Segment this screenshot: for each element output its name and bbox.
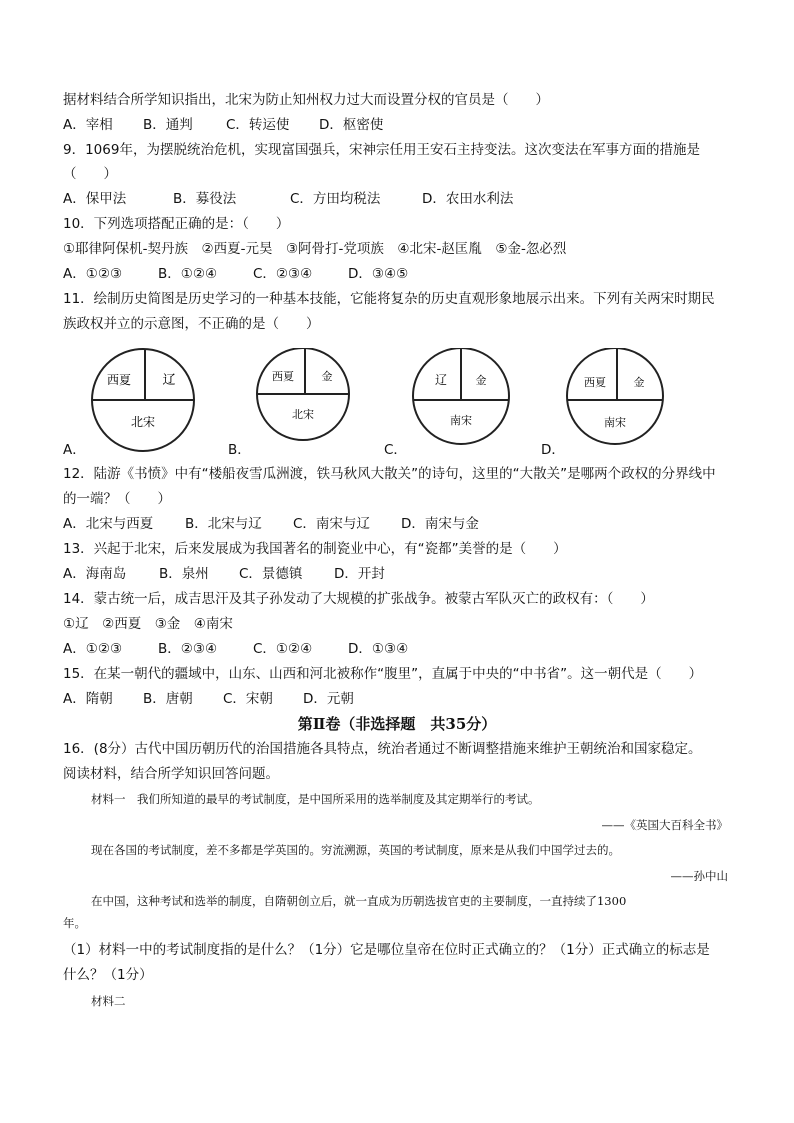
q15-options <box>63 690 354 708</box>
q11-letter-b: B． <box>228 442 251 458</box>
q13-option-b[interactable]: B．泉州 <box>159 566 209 582</box>
material3-text-line2: 年。 <box>63 916 86 930</box>
q10-options <box>63 265 408 283</box>
q9-stem-line1: 9．1069年，为摆脱统治危机，实现富国强兵，宋神宗任用王安石主持变法。这次变法在军事方面的措施是 <box>63 142 700 158</box>
q11-stem-line1: 11．绘制历史简图是历史学习的一种基本技能，它能将复杂的历史直观形象地展示出来。下列有关两宋时期民 <box>63 291 715 307</box>
q12-options <box>63 515 479 533</box>
q10-items: ①耶律阿保机-契丹族 ②西夏-元昊 ③阿骨打-党项族 ④北宋-赵匡胤 ⑤金-忽必烈 <box>63 241 567 257</box>
material2-text: 现在各国的考试制度，差不多都是学英国的。穷流溯源，英国的考试制度，原来是从我们中国学过去的。 <box>91 843 620 857</box>
q10-option-a[interactable]: A．①②③ <box>63 266 123 282</box>
q16-stem-line2: 阅读材料，结合所学知识回答问题。 <box>63 766 279 782</box>
q11-d-top-right: 金 <box>633 376 645 389</box>
q14-items: ①辽 ②西夏 ③金 ④南宋 <box>63 616 233 632</box>
q13-stem: 13．兴起于北宋，后来发展成为我国著名的制瓷业中心，有“瓷都”美誉的是（ ） <box>63 541 567 557</box>
material3-text-line1: 在中国，这种考试和选举的制度，自隋朝创立后，就一直成为历朝选拔官吏的主要制度，一直持续了1300 <box>91 894 627 908</box>
q9-stem-line2: （ ） <box>63 166 117 182</box>
q10-option-d[interactable]: D．③④⑤ <box>348 266 409 282</box>
q11-a-top-right: 辽 <box>162 373 176 388</box>
q14-options <box>63 640 408 658</box>
q15-stem: 15．在某一朝代的疆域中，山东、山西和河北被称作“腹里”，直属于中央的“中书省”。这一朝代是（ ） <box>63 666 703 682</box>
q9-option-c[interactable]: C．方田均税法 <box>290 191 381 207</box>
q11-diagram-c[interactable] <box>413 348 509 444</box>
sub-question-1-line1: （1）材料一中的考试制度指的是什么？（1分）它是哪位皇帝在位时正式确立的？（1分）正式确立的标志是 <box>63 942 710 958</box>
q16-stem-line1: 16．(8分）古代中国历朝历代的治国措施各具特点，统治者通过不断调整措施来维护王朝统治和国家稳定。 <box>63 741 702 757</box>
q8-option-c[interactable]: C．转运使 <box>226 117 290 133</box>
q8-stem: 据材料结合所学知识指出，北宋为防止知州权力过大而设置分权的官员是（ ） <box>63 92 549 108</box>
q12-option-d[interactable]: D．南宋与金 <box>401 516 479 532</box>
q15-option-c[interactable]: C．宋朝 <box>223 691 273 707</box>
q11-diagram-b[interactable] <box>257 348 349 440</box>
q14-option-a[interactable]: A．①②③ <box>63 641 123 657</box>
q12-option-b[interactable]: B．北宋与辽 <box>185 516 262 532</box>
section-title: 第Ⅱ卷（非选择题 共35分） <box>297 715 497 733</box>
q11-b-top-left: 西夏 <box>272 370 294 383</box>
q11-c-bottom: 南宋 <box>450 414 472 427</box>
q14-option-d[interactable]: D．①③④ <box>348 641 409 657</box>
q11-d-bottom: 南宋 <box>604 416 626 429</box>
q9-options <box>63 190 513 208</box>
q15-option-d[interactable]: D．元朝 <box>303 691 354 707</box>
q11-stem-line2: 族政权并立的示意图，不正确的是（ ） <box>63 316 320 332</box>
q11-b-bottom: 北宋 <box>292 408 314 421</box>
q13-option-c[interactable]: C．景德镇 <box>239 566 303 582</box>
q12-stem-line2: 的一端？（ ） <box>63 491 171 507</box>
q12-option-a[interactable]: A．北宋与西夏 <box>63 516 154 532</box>
q14-option-c[interactable]: C．①②④ <box>253 641 313 657</box>
q9-option-a[interactable]: A．保甲法 <box>63 191 127 207</box>
q11-a-top-left: 西夏 <box>106 373 132 387</box>
q9-option-b[interactable]: B．募役法 <box>173 191 237 207</box>
q11-diagram-d[interactable] <box>567 348 663 444</box>
q12-stem-line1: 12．陆游《书愤》中有“楼船夜雪瓜洲渡，铁马秋风大散关”的诗句，这里的“大散关”是哪两个政权的分界线中 <box>63 466 716 482</box>
sub-question-1-line2: 什么？（1分） <box>63 967 153 983</box>
q12-option-c[interactable]: C．南宋与辽 <box>293 516 370 532</box>
q14-option-b[interactable]: B．②③④ <box>158 641 218 657</box>
material1-text: 材料一 我们所知道的最早的考试制度，是中国所采用的选举制度及其定期举行的考试。 <box>91 792 540 806</box>
q11-b-top-right: 金 <box>321 370 333 383</box>
q11-letter-c: C． <box>384 442 407 458</box>
material1-source: ——《英国大百科全书》 <box>601 818 728 832</box>
q14-stem: 14．蒙古统一后，成吉思汗及其子孙发动了大规模的扩张战争。被蒙古军队灭亡的政权有：（ ） <box>63 591 654 607</box>
q9-option-d[interactable]: D．农田水利法 <box>422 191 514 207</box>
q10-stem: 10．下列选项搭配正确的是：（ ） <box>63 216 290 232</box>
q15-option-b[interactable]: B．唐朝 <box>143 691 193 707</box>
material2-label: 材料二 <box>91 994 126 1008</box>
q11-letter-a: A． <box>63 442 86 458</box>
q8-option-d[interactable]: D．枢密使 <box>319 117 384 133</box>
q11-diagram-a[interactable] <box>92 349 194 451</box>
q11-a-bottom: 北宋 <box>130 415 156 429</box>
q11-c-top-right: 金 <box>475 374 487 387</box>
material2-source: ——孙中山 <box>670 869 728 883</box>
q13-options <box>63 565 385 583</box>
q11-c-top-left: 辽 <box>434 373 448 387</box>
q11-d-top-left: 西夏 <box>584 376 606 389</box>
q8-options <box>63 116 383 134</box>
q13-option-a[interactable]: A．海南岛 <box>63 566 127 582</box>
q8-option-b[interactable]: B．通判 <box>143 117 193 133</box>
q8-option-a[interactable]: A．宰相 <box>63 117 113 133</box>
q10-option-b[interactable]: B．①②④ <box>158 266 218 282</box>
q13-option-d[interactable]: D．开封 <box>334 566 385 582</box>
q11-letter-d: D． <box>541 442 565 458</box>
q15-option-a[interactable]: A．隋朝 <box>63 691 113 707</box>
q10-option-c[interactable]: C．②③④ <box>253 266 313 282</box>
